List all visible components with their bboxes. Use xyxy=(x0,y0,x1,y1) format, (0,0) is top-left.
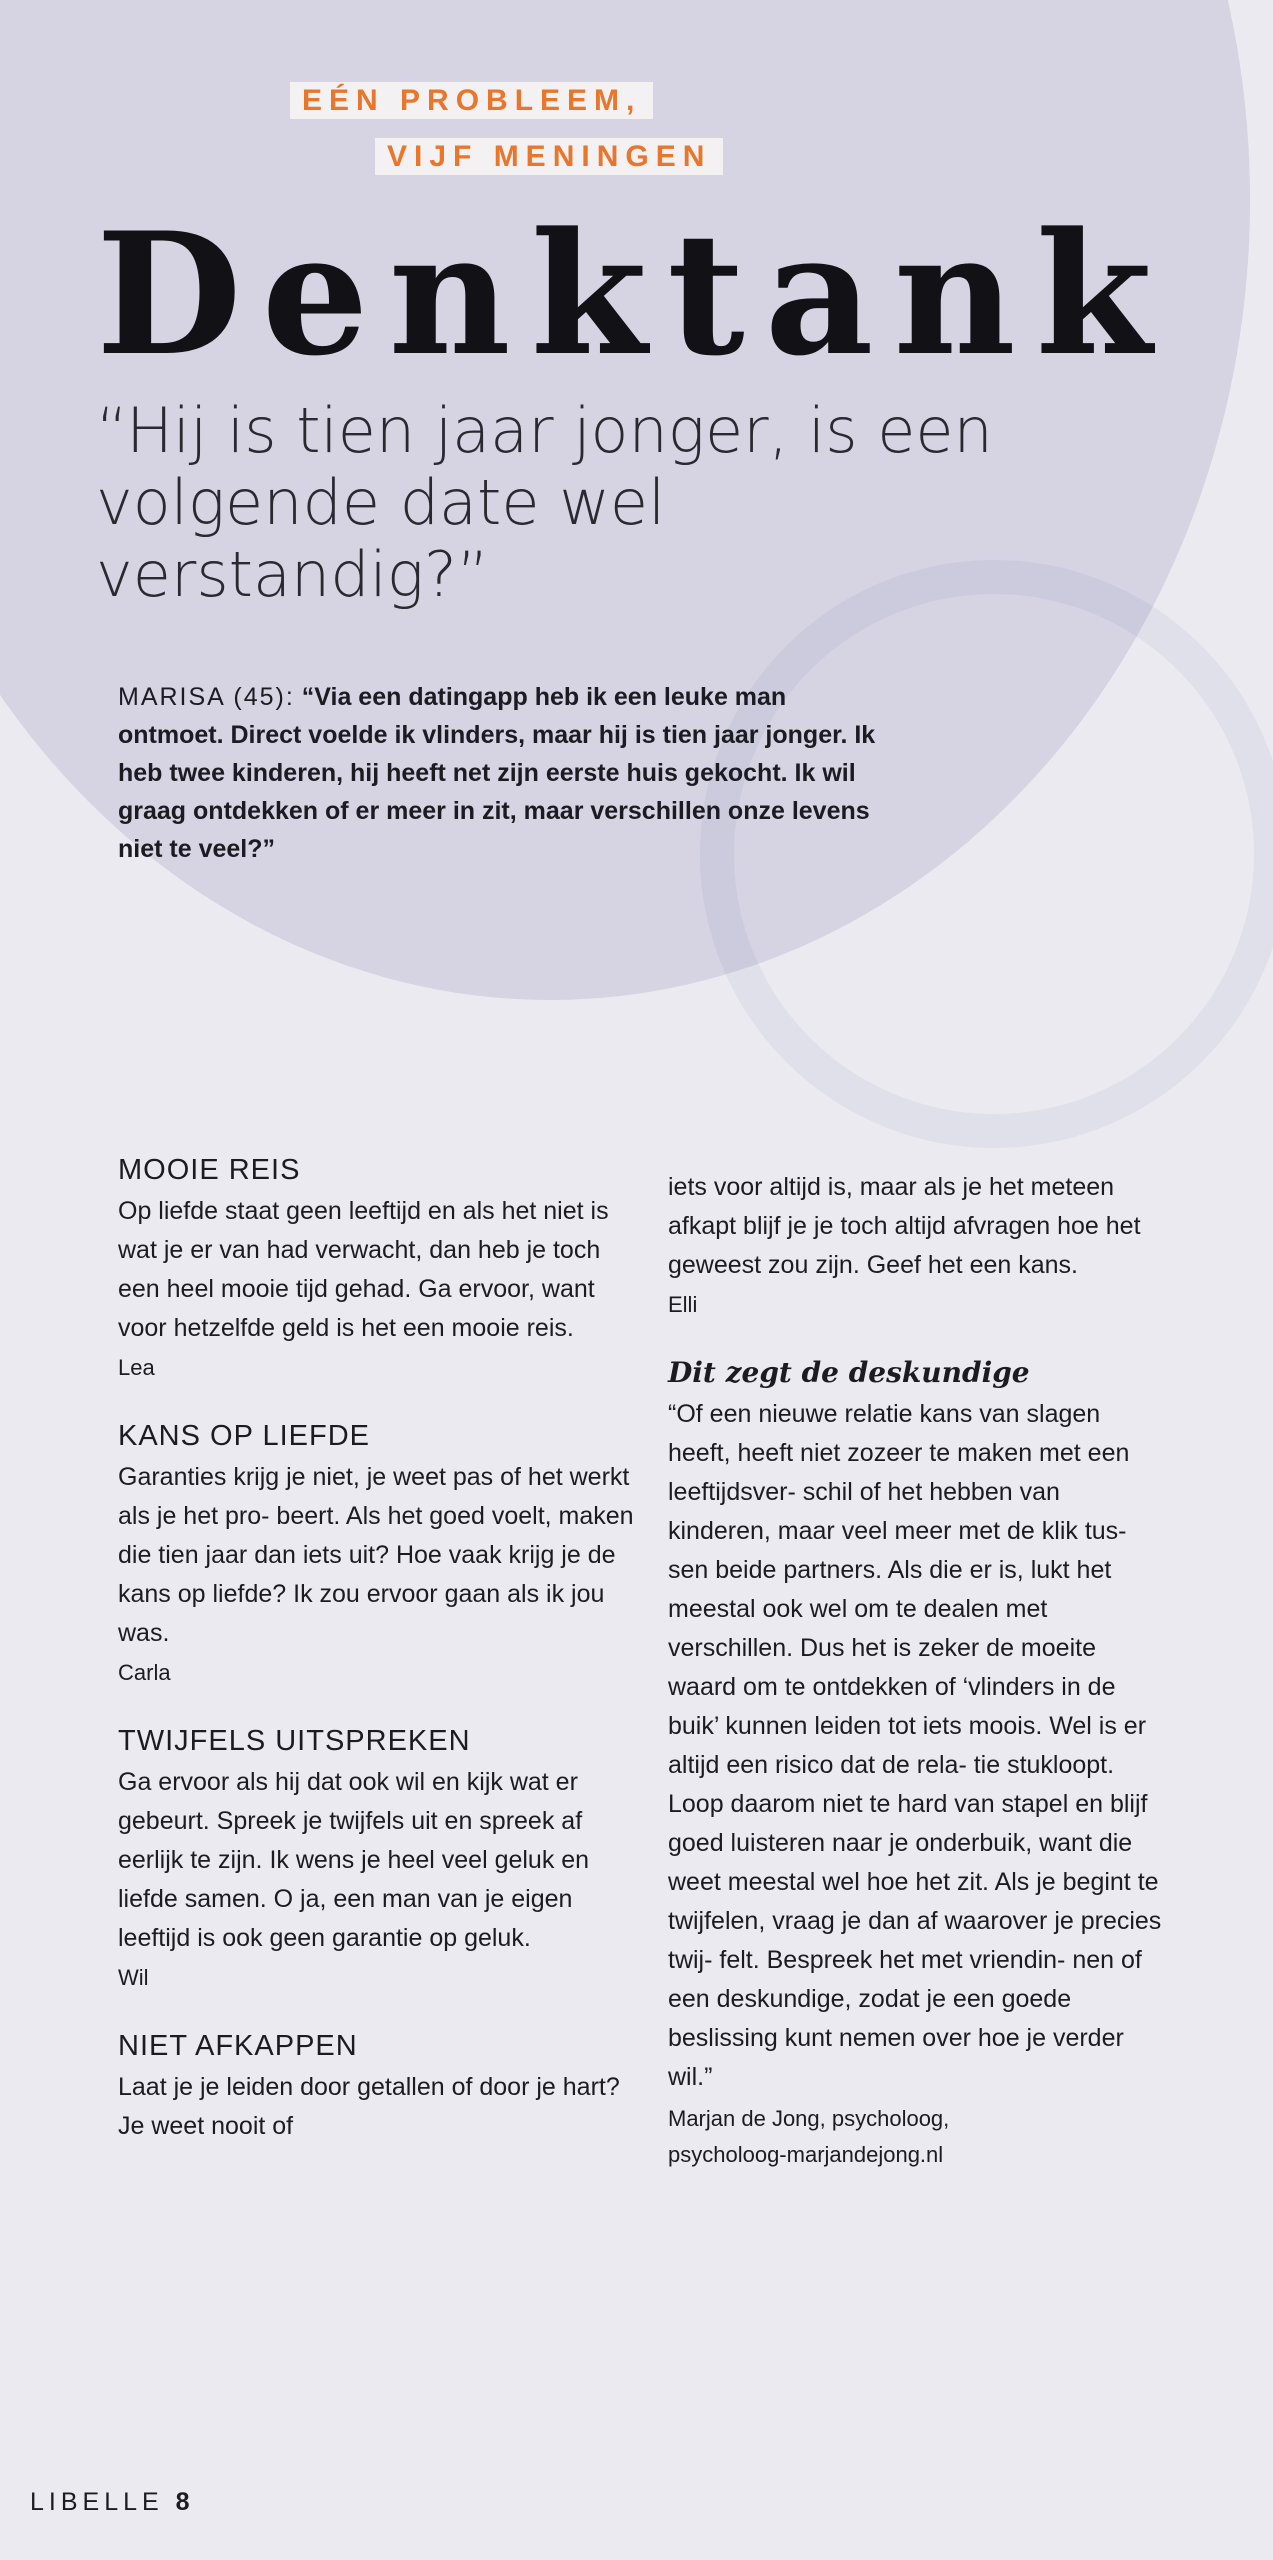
show-through-print xyxy=(70,900,99,1005)
expert-heading: Dit zegt de deskundige xyxy=(668,1356,1030,1389)
opinion-text: Garanties krijg je niet, je weet pas of het werkt als je het pro- beert. Als het goed voelt, maken die tien jaar dan iets uit? Hoe vaak krijg je de kans op liefde? Ik zou ervoor gaan als ik jou was. xyxy=(118,1463,634,1647)
opinion-author: Lea xyxy=(118,1355,155,1380)
opinion-author: Wil xyxy=(118,1965,149,1990)
headline-quote: “Hij is tien jaar jonger, is een volgende date wel verstandig?” xyxy=(96,394,993,611)
opinions-column-right xyxy=(668,1168,1168,2173)
expert-website: psycholoog-marjandejong.nl xyxy=(668,2142,944,2167)
opinion-author: Elli xyxy=(668,1292,698,1317)
opinion-heading: MOOIE REIS xyxy=(118,1154,301,1186)
expert-signature xyxy=(668,2101,1168,2173)
opinion-text-continued: iets voor altijd is, maar als je het meteen afkapt blijf je je toch altijd afvragen hoe het geweest zou zijn. Geef het een kans. xyxy=(668,1173,1141,1279)
opinion-text: Op liefde staat geen leeftijd en als het niet is wat je er van had verwacht, dan heb je toch een heel mooie tijd gehad. Ga ervoor, want voor hetzelfde geld is het een mooie reis. xyxy=(118,1197,609,1342)
opinion-heading: KANS OP LIEFDE xyxy=(118,1420,370,1452)
letter-text: “Via een datingapp heb ik een leuke man ontmoet. Direct voelde ik vlinders, maar hij is tien jaar jonger. Ik heb twee kinderen, hij heeft net zijn eerste huis gekocht. Ik wil graag ontdekken of er meer in zit, maar verschillen onze levens niet te veel?” xyxy=(118,683,876,863)
page-footer xyxy=(30,2488,190,2517)
opinion-heading: TWIJFELS UITSPREKEN xyxy=(118,1725,471,1757)
expert-text: “Of een nieuwe relatie kans van slagen heeft, heeft niet zozeer te maken met een leeftijdsver- schil of het hebben van kinderen, maar veel meer met de klik tus- sen beide partners. Als die er is, lukt het meestal ook wel om te dealen met verschillen. Dus het is zeker de moeite waard om te ontdekken of ‘vlinders in de buik’ kunnen leiden tot iets moois. Wel is er altijd een risico dat de rela- tie stukloopt. Loop daarom niet te hard van stapel en blijf goed luisteren naar je onderbuik, want die weet meestal wel hoe het zit. Als je begint te twijfelen, vraag je dan af waarover je precies twij- felt. Bespreek het met vriendin- nen of een deskundige, zodat je een goede beslissing kunt nemen over hoe je verder wil.” xyxy=(668,1400,1162,2091)
page-title: Denktank xyxy=(96,195,1173,393)
opinion-text: Ga ervoor als hij dat ook wil en kijk wat er gebeurt. Spreek je twijfels uit en spreek af eerlijk te zijn. Ik wens je heel veel geluk en liefde samen. O ja, een man van je eigen leeftijd is ook geen garantie op geluk. xyxy=(118,1768,590,1952)
opinions-column-left xyxy=(118,1148,638,2146)
page-number: 8 xyxy=(175,2488,190,2516)
kicker-line-2: VIJF MENINGEN xyxy=(375,140,723,174)
kicker-line-1: EÉN PROBLEEM, xyxy=(290,84,653,118)
expert-name: Marjan de Jong, psycholoog, xyxy=(668,2106,950,2131)
opinion-author: Carla xyxy=(118,1660,171,1685)
letter-writer: MARISA (45): xyxy=(118,683,295,711)
reader-letter xyxy=(118,678,878,868)
opinion-text: Laat je je leiden door getallen of door je hart? Je weet nooit of xyxy=(118,2073,620,2140)
magazine-name: LIBELLE xyxy=(30,2488,164,2516)
opinion-heading: NIET AFKAPPEN xyxy=(118,2030,358,2062)
